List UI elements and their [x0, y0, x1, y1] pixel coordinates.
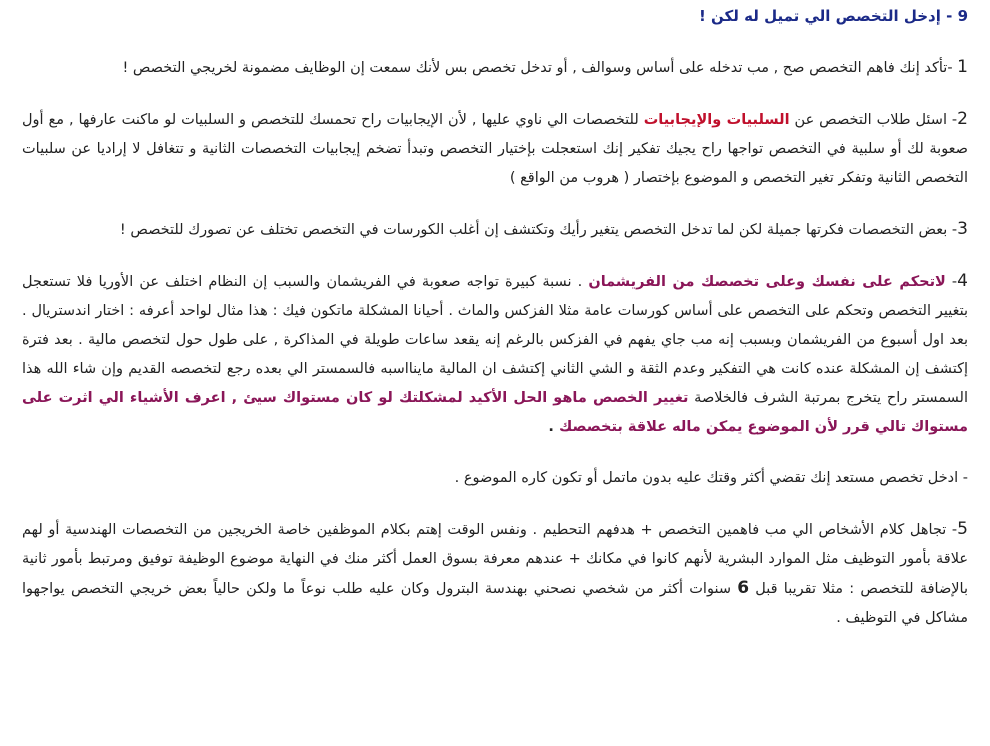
tip-paragraph-6: [22, 515, 968, 633]
tip-text-1: -تأكد إنك فاهم التخصص صح , مب تدخله على أساس وسوالف , أو تدخل تخصص بس لأنك سمعت إن الوظايف مضمونة لخريجي التخصص !: [122, 60, 958, 76]
highlight-pros-cons: السلبيات والإيجابيات: [643, 112, 790, 128]
tip-number-3: 3: [957, 219, 968, 239]
tip-number-2: 2: [957, 109, 968, 129]
tip-paragraph-2: [22, 105, 968, 193]
years-number: 6: [737, 578, 750, 598]
tip-text-3: - بعض التخصصات فكرتها جميلة لكن لما تدخل التخصص يتغير رأيك وتكتشف إن أغلب الكورسات في التخصص تختلف عن تصورك للتخصص !: [119, 222, 958, 238]
tip-text-4-prefix: -: [945, 274, 958, 290]
tip-number-1: 1: [957, 57, 968, 77]
highlight-freshman: لاتحكم على نفسك وعلى تخصصك من الفريشمان: [588, 274, 946, 290]
tip-paragraph-3: [22, 215, 968, 245]
tip-paragraph-1: [22, 53, 968, 83]
tip-text-6a: - تجاهل كلام الأشخاص الي مب فاهمين التخصص + هدفهم التحطيم . ونفس الوقت إهتم بكلام الموظفين خاصة الخريجين من التخصصات الهندسية أو لهم علاقة بأمور التوظيف مثل الموارد البشرية لأنهم كانوا في مكانك + عندهم معرفة بسوق العمل أكثر منك في النهاية موضوع الوظيفة توفيق ومرتبط بأمور ثانية بالإضافة للتخصص : مثلا تقريبا قبل: [22, 522, 968, 597]
tip-text-5: - ادخل تخصص مستعد إنك تقضي أكثر وقتك عليه بدون ماتمل أو تكون كاره الموضوع .: [454, 470, 968, 486]
tip-paragraph-5: [22, 464, 968, 493]
tip-text-4a: . نسبة كبيرة تواجه صعوبة في الفريشمان والسبب إن النظام اختلف عن الأوريا فلا تستعجل بتغيير التخصص وتحكم على التخصص على أساس كورسات عامة مثلا الفزكس والماث . أحيانا المشكلة ماتكون فيك : هذا مثال لواحد أعرفه : اختار اندستريال . بعد اول أسبوع من الفريشمان وبسبب إنه مب جاي يفهم في الفزكس بالرغم إنه يقعد ساعات طويلة في المذاكرة , على طول حول لتخصص مالية . بعد فترة إكتشف إن المشكلة عنده كانت هي التفكير وعدم الثقة و الشي الثاني إكتشف ان المالية ماينااسبه فالسمستر الي بعده رجع لتخصصه القديم وإن شاء الله هذا السمستر راح يتخرج بمرتبة الشرف فالخلاصة: [22, 274, 968, 406]
tip-text-6b: سنوات أكثر من شخصي نصحني بهندسة البترول وكان عليه طلب نوعاً ما ولكن حالياً بعض خريجي التخصص يواجهوا مشاكل في التوظيف .: [22, 581, 968, 626]
tip-text-2b: للتخصصات الي ناوي عليها , لأن الإيجابيات راح تحمسك للتخصص و السلبيات لو ماكنت عارفها , مع أول صعوبة لك أو سلبية في التخصص تواجها راح يجيك تفكير إنك استعجلت بإختيار التخصص وتبدأ تضخم إيجابيات التخصصات الثانية و تتغافل لا إراديا عن سلبيات التخصص الثانية وتفكر تغير التخصص و الموضوع بإختصار ( هروب من الواقع ): [22, 112, 968, 186]
tip-number-6: 5: [957, 519, 968, 539]
section-heading: 9 - إدخل التخصص الي تميل له لكن !: [698, 7, 968, 25]
tip-text-4b: .: [548, 419, 559, 435]
tip-paragraph-4: [22, 267, 968, 442]
highlight-conclusion: تغيير الخصص ماهو الحل الأكيد لمشكلتك لو كان مستواك سيئ , اعرف الأشياء الي اثرت على مستواك تالي قرر لأن الموضوع يمكن ماله علاقة بتخصصك: [22, 390, 968, 435]
tip-number-4: 4: [957, 271, 968, 291]
tip-text-2a: - اسئل طلاب التخصص عن: [789, 112, 958, 128]
